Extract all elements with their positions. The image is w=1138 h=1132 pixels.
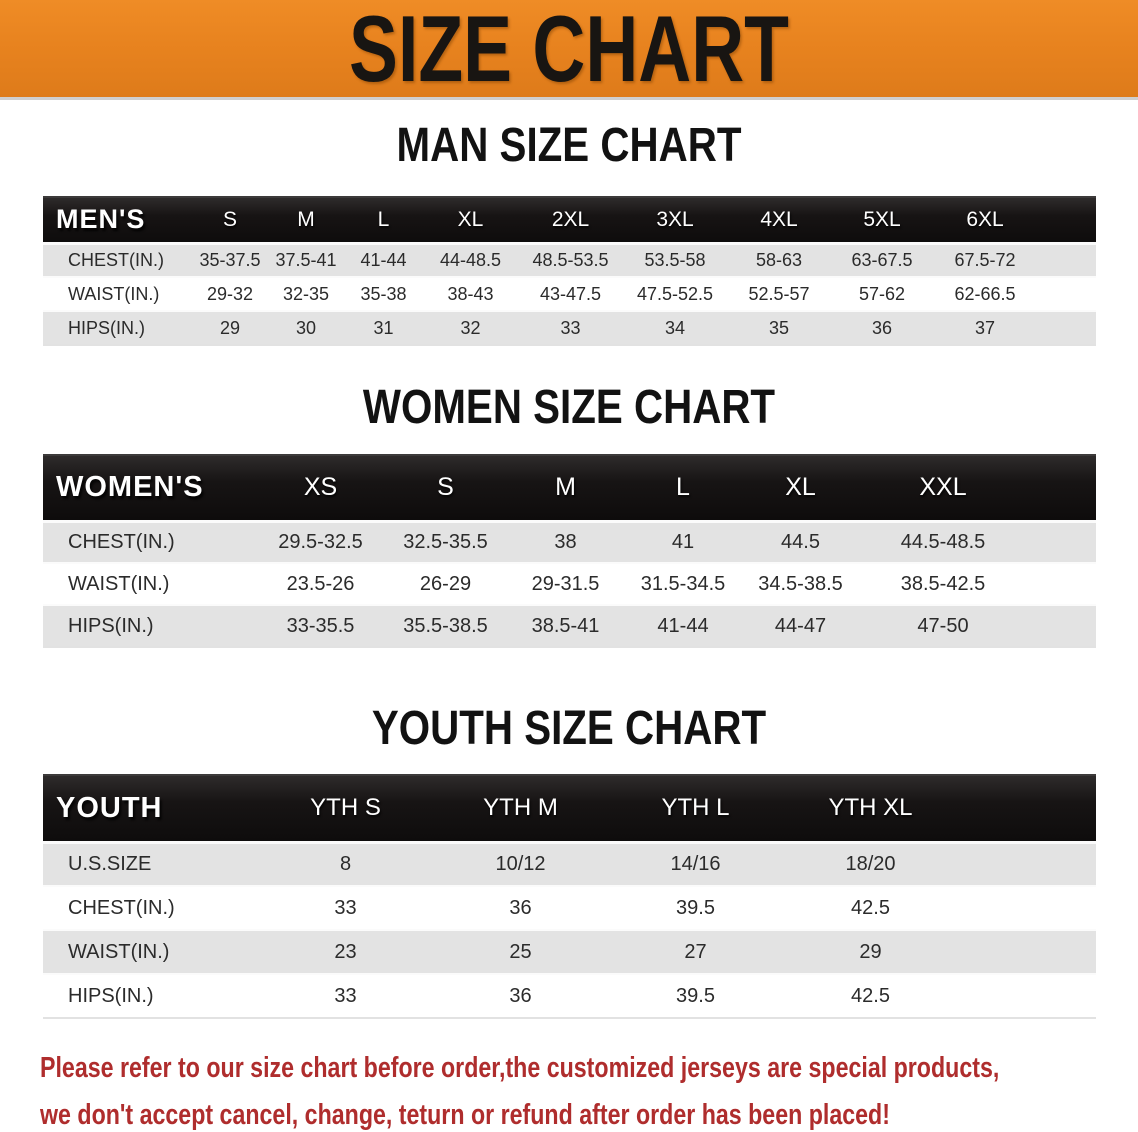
row-label: HIPS(IN.) xyxy=(43,974,258,1018)
spacer-cell xyxy=(1037,277,1096,311)
size-value: 29-31.5 xyxy=(508,563,623,605)
size-value: 57-62 xyxy=(831,277,933,311)
row-label: CHEST(IN.) xyxy=(43,243,192,277)
size-value: 58-63 xyxy=(727,243,831,277)
size-value: 67.5-72 xyxy=(933,243,1037,277)
youth-size-header: YTH M xyxy=(433,775,608,842)
size-value: 23.5-26 xyxy=(258,563,383,605)
spacer-cell xyxy=(958,775,1096,842)
size-value: 8 xyxy=(258,842,433,886)
size-value: 38.5-42.5 xyxy=(858,563,1028,605)
size-value: 39.5 xyxy=(608,886,783,930)
spacer-cell xyxy=(1028,563,1096,605)
men-size-header: XL xyxy=(423,197,518,243)
youth-hips-row xyxy=(43,974,1096,1018)
size-value: 44.5-48.5 xyxy=(858,521,1028,563)
size-value: 35.5-38.5 xyxy=(383,605,508,647)
disclaimer xyxy=(40,1045,1138,1132)
row-label: CHEST(IN.) xyxy=(43,521,258,563)
size-value: 35-37.5 xyxy=(192,243,268,277)
youth-waist-row xyxy=(43,930,1096,974)
size-value: 52.5-57 xyxy=(727,277,831,311)
size-value: 32.5-35.5 xyxy=(383,521,508,563)
spacer-cell xyxy=(1037,311,1096,345)
men-size-header: 5XL xyxy=(831,197,933,243)
youth-size-header: YTH L xyxy=(608,775,783,842)
men-header-row xyxy=(43,197,1096,243)
size-value: 38 xyxy=(508,521,623,563)
size-value: 44.5 xyxy=(743,521,858,563)
size-value: 33 xyxy=(258,886,433,930)
size-value: 31.5-34.5 xyxy=(623,563,743,605)
size-value: 27 xyxy=(608,930,783,974)
size-value: 47-50 xyxy=(858,605,1028,647)
size-value: 29-32 xyxy=(192,277,268,311)
women-size-table xyxy=(43,454,1096,648)
women-size-header: XXL xyxy=(858,455,1028,521)
size-value: 33 xyxy=(518,311,623,345)
size-value: 14/16 xyxy=(608,842,783,886)
spacer-cell xyxy=(958,930,1096,974)
row-label: HIPS(IN.) xyxy=(43,605,258,647)
size-value: 25 xyxy=(433,930,608,974)
youth-header-label: YOUTH xyxy=(43,775,258,842)
women-size-header: XS xyxy=(258,455,383,521)
men-size-header: 2XL xyxy=(518,197,623,243)
men-header-label: MEN'S xyxy=(43,197,192,243)
size-value: 31 xyxy=(344,311,423,345)
size-value: 43-47.5 xyxy=(518,277,623,311)
men-size-table xyxy=(43,196,1096,346)
size-value: 62-66.5 xyxy=(933,277,1037,311)
men-hips-row xyxy=(43,311,1096,345)
size-value: 29 xyxy=(783,930,958,974)
size-value: 36 xyxy=(831,311,933,345)
size-value: 41 xyxy=(623,521,743,563)
women-chart-title: WOMEN SIZE CHART xyxy=(362,381,776,434)
spacer-cell xyxy=(1028,605,1096,647)
size-value: 30 xyxy=(268,311,344,345)
women-header-label: WOMEN'S xyxy=(43,455,258,521)
size-value: 33 xyxy=(258,974,433,1018)
row-label: WAIST(IN.) xyxy=(43,277,192,311)
size-value: 33-35.5 xyxy=(258,605,383,647)
women-size-header: M xyxy=(508,455,623,521)
women-size-header: L xyxy=(623,455,743,521)
women-hips-row xyxy=(43,605,1096,647)
women-size-header: S xyxy=(383,455,508,521)
size-value: 32-35 xyxy=(268,277,344,311)
men-chest-row xyxy=(43,243,1096,277)
disclaimer-line-1: Please refer to our size chart before order,the customized jerseys are special products, xyxy=(40,1052,1000,1084)
size-value: 37.5-41 xyxy=(268,243,344,277)
size-value: 32 xyxy=(423,311,518,345)
size-value: 18/20 xyxy=(783,842,958,886)
men-size-header: 4XL xyxy=(727,197,831,243)
size-value: 36 xyxy=(433,886,608,930)
youth-size-header: YTH S xyxy=(258,775,433,842)
youth-chest-row xyxy=(43,886,1096,930)
size-value: 41-44 xyxy=(344,243,423,277)
youth-size-header: YTH XL xyxy=(783,775,958,842)
size-value: 34.5-38.5 xyxy=(743,563,858,605)
women-size-header: XL xyxy=(743,455,858,521)
size-value: 38-43 xyxy=(423,277,518,311)
men-size-header: L xyxy=(344,197,423,243)
size-value: 39.5 xyxy=(608,974,783,1018)
men-size-header: 6XL xyxy=(933,197,1037,243)
spacer-cell xyxy=(958,974,1096,1018)
row-label: HIPS(IN.) xyxy=(43,311,192,345)
spacer-cell xyxy=(958,886,1096,930)
spacer-cell xyxy=(958,842,1096,886)
youth-ussize-row xyxy=(43,842,1096,886)
men-size-header: S xyxy=(192,197,268,243)
men-size-header: 3XL xyxy=(623,197,727,243)
size-value: 48.5-53.5 xyxy=(518,243,623,277)
size-value: 53.5-58 xyxy=(623,243,727,277)
size-value: 42.5 xyxy=(783,886,958,930)
spacer-cell xyxy=(1037,243,1096,277)
size-value: 29 xyxy=(192,311,268,345)
size-value: 38.5-41 xyxy=(508,605,623,647)
size-value: 41-44 xyxy=(623,605,743,647)
youth-chart-title: YOUTH SIZE CHART xyxy=(371,702,767,755)
size-value: 35 xyxy=(727,311,831,345)
men-size-header: M xyxy=(268,197,344,243)
size-value: 42.5 xyxy=(783,974,958,1018)
youth-header-row xyxy=(43,775,1096,842)
row-label: CHEST(IN.) xyxy=(43,886,258,930)
spacer-cell xyxy=(1037,197,1096,243)
size-value: 63-67.5 xyxy=(831,243,933,277)
women-waist-row xyxy=(43,563,1096,605)
row-label: WAIST(IN.) xyxy=(43,563,258,605)
men-chart-title: MAN SIZE CHART xyxy=(396,119,742,172)
women-chest-row xyxy=(43,521,1096,563)
size-value: 44-48.5 xyxy=(423,243,518,277)
size-value: 29.5-32.5 xyxy=(258,521,383,563)
size-value: 34 xyxy=(623,311,727,345)
banner xyxy=(0,0,1138,100)
men-waist-row xyxy=(43,277,1096,311)
women-header-row xyxy=(43,455,1096,521)
disclaimer-line-2: we don't accept cancel, change, teturn or refund after order has been placed! xyxy=(40,1099,890,1131)
spacer-cell xyxy=(1028,521,1096,563)
row-label: WAIST(IN.) xyxy=(43,930,258,974)
size-value: 35-38 xyxy=(344,277,423,311)
youth-size-table xyxy=(43,774,1096,1019)
size-value: 26-29 xyxy=(383,563,508,605)
row-label: U.S.SIZE xyxy=(43,842,258,886)
size-value: 37 xyxy=(933,311,1037,345)
size-value: 44-47 xyxy=(743,605,858,647)
size-value: 23 xyxy=(258,930,433,974)
size-value: 36 xyxy=(433,974,608,1018)
banner-title: SIZE CHART xyxy=(349,0,789,101)
size-value: 47.5-52.5 xyxy=(623,277,727,311)
spacer-cell xyxy=(1028,455,1096,521)
size-value: 10/12 xyxy=(433,842,608,886)
